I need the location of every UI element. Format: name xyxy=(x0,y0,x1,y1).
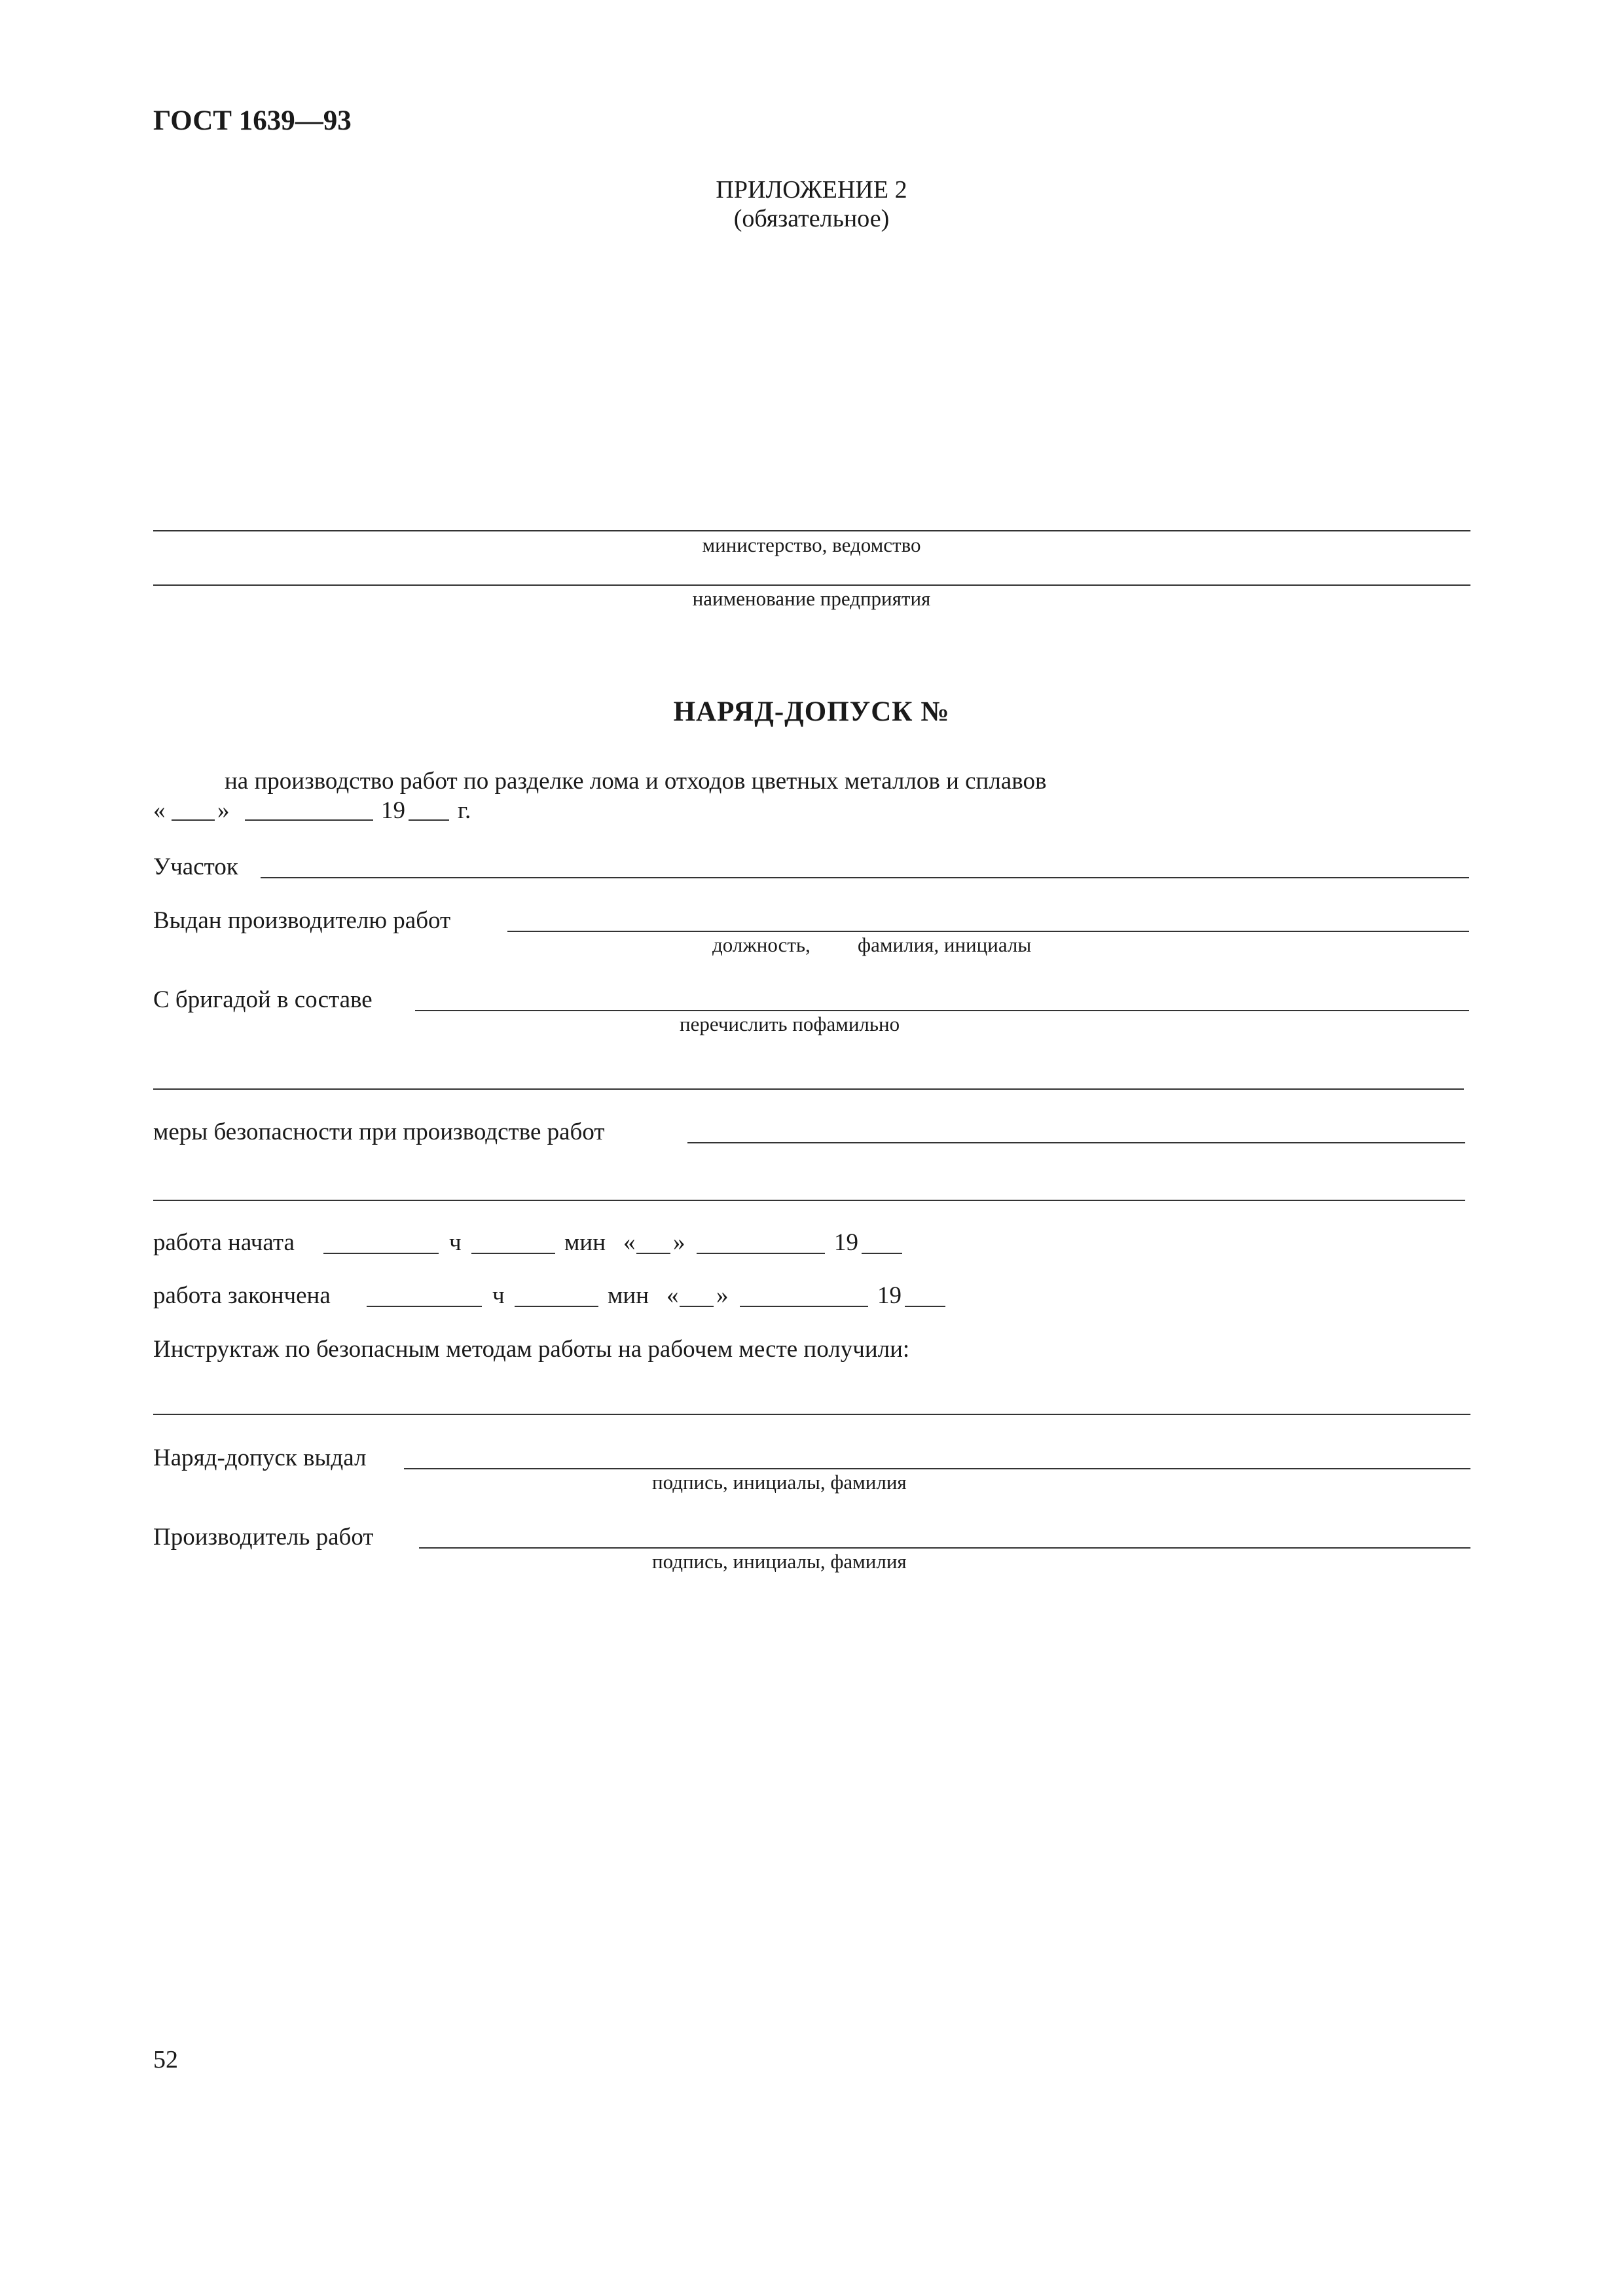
appendix-label: ПРИЛОЖЕНИЕ 2 xyxy=(716,176,907,204)
work-finished-day-field[interactable] xyxy=(680,1306,714,1307)
ministry-line[interactable] xyxy=(153,530,1470,531)
work-started-year-field[interactable] xyxy=(862,1253,902,1254)
work-started-hours-label: ч xyxy=(449,1229,462,1256)
work-finished-close-quote: » xyxy=(716,1282,729,1309)
work-started-close-quote: » xyxy=(673,1229,685,1256)
site-label: Участок xyxy=(153,853,238,880)
work-started-minutes-field[interactable] xyxy=(471,1253,555,1254)
date-month-field[interactable] xyxy=(245,819,373,821)
work-started-year-prefix: 19 xyxy=(834,1229,858,1256)
issued-to-field[interactable] xyxy=(507,931,1469,932)
brigade-field-continued[interactable] xyxy=(153,1088,1464,1090)
brigade-field[interactable] xyxy=(415,1010,1469,1011)
work-finished-hours-label: ч xyxy=(492,1282,505,1309)
brigade-label: С бригадой в составе xyxy=(153,986,373,1013)
work-started-day-field[interactable] xyxy=(636,1253,670,1254)
brigade-caption: перечислить пофамильно xyxy=(680,1013,900,1035)
issued-by-label: Наряд-допуск выдал xyxy=(153,1444,367,1471)
issued-to-caption-name: фамилия, инициалы xyxy=(858,933,1032,956)
work-finished-minutes-label: мин xyxy=(608,1282,649,1309)
briefing-field[interactable] xyxy=(153,1414,1470,1415)
enterprise-line[interactable] xyxy=(153,584,1470,586)
safety-label: меры безопасности при производстве работ xyxy=(153,1119,605,1145)
work-finished-year-prefix: 19 xyxy=(877,1282,902,1309)
work-started-month-field[interactable] xyxy=(697,1253,825,1254)
form-title: НАРЯД-ДОПУСК № xyxy=(673,696,950,727)
work-started-hours-field[interactable] xyxy=(323,1253,439,1254)
safety-field[interactable] xyxy=(687,1142,1465,1143)
ministry-caption: министерство, ведомство xyxy=(702,533,921,556)
page-number: 52 xyxy=(153,2046,178,2073)
work-started-label: работа начата xyxy=(153,1229,295,1256)
issued-by-field[interactable] xyxy=(404,1468,1470,1469)
issued-by-caption: подпись, инициалы, фамилия xyxy=(652,1471,907,1494)
work-finished-month-field[interactable] xyxy=(740,1306,868,1307)
work-finished-year-field[interactable] xyxy=(905,1306,945,1307)
appendix-status: (обязательное) xyxy=(733,205,890,232)
date-open-quote: « xyxy=(153,797,166,824)
issued-to-caption-position: должность, xyxy=(712,933,811,956)
date-year-field[interactable] xyxy=(409,819,449,821)
safety-field-continued[interactable] xyxy=(153,1200,1465,1201)
date-day-field[interactable] xyxy=(172,819,215,821)
issued-to-label: Выдан производителю работ xyxy=(153,907,451,934)
form-subtitle: на производство работ по разделке лома и отходов цветных металлов и сплавов xyxy=(225,768,1047,795)
date-close-quote: » xyxy=(217,797,230,824)
work-started-open-quote: « xyxy=(623,1229,636,1256)
work-finished-label: работа закончена xyxy=(153,1282,331,1309)
site-field[interactable] xyxy=(261,877,1469,878)
briefing-label: Инструктаж по безопасным методам работы на рабочем месте получили: xyxy=(153,1336,910,1363)
enterprise-caption: наименование предприятия xyxy=(692,587,931,610)
work-started-minutes-label: мин xyxy=(564,1229,606,1256)
foreman-caption: подпись, инициалы, фамилия xyxy=(652,1550,907,1573)
foreman-field[interactable] xyxy=(419,1547,1470,1549)
date-year-suffix: г. xyxy=(458,797,471,824)
date-year-prefix: 19 xyxy=(381,797,405,824)
document-code: ГОСТ 1639—93 xyxy=(153,105,352,136)
work-finished-hours-field[interactable] xyxy=(367,1306,482,1307)
work-finished-open-quote: « xyxy=(666,1282,679,1309)
foreman-label: Производитель работ xyxy=(153,1524,374,1551)
work-finished-minutes-field[interactable] xyxy=(515,1306,598,1307)
